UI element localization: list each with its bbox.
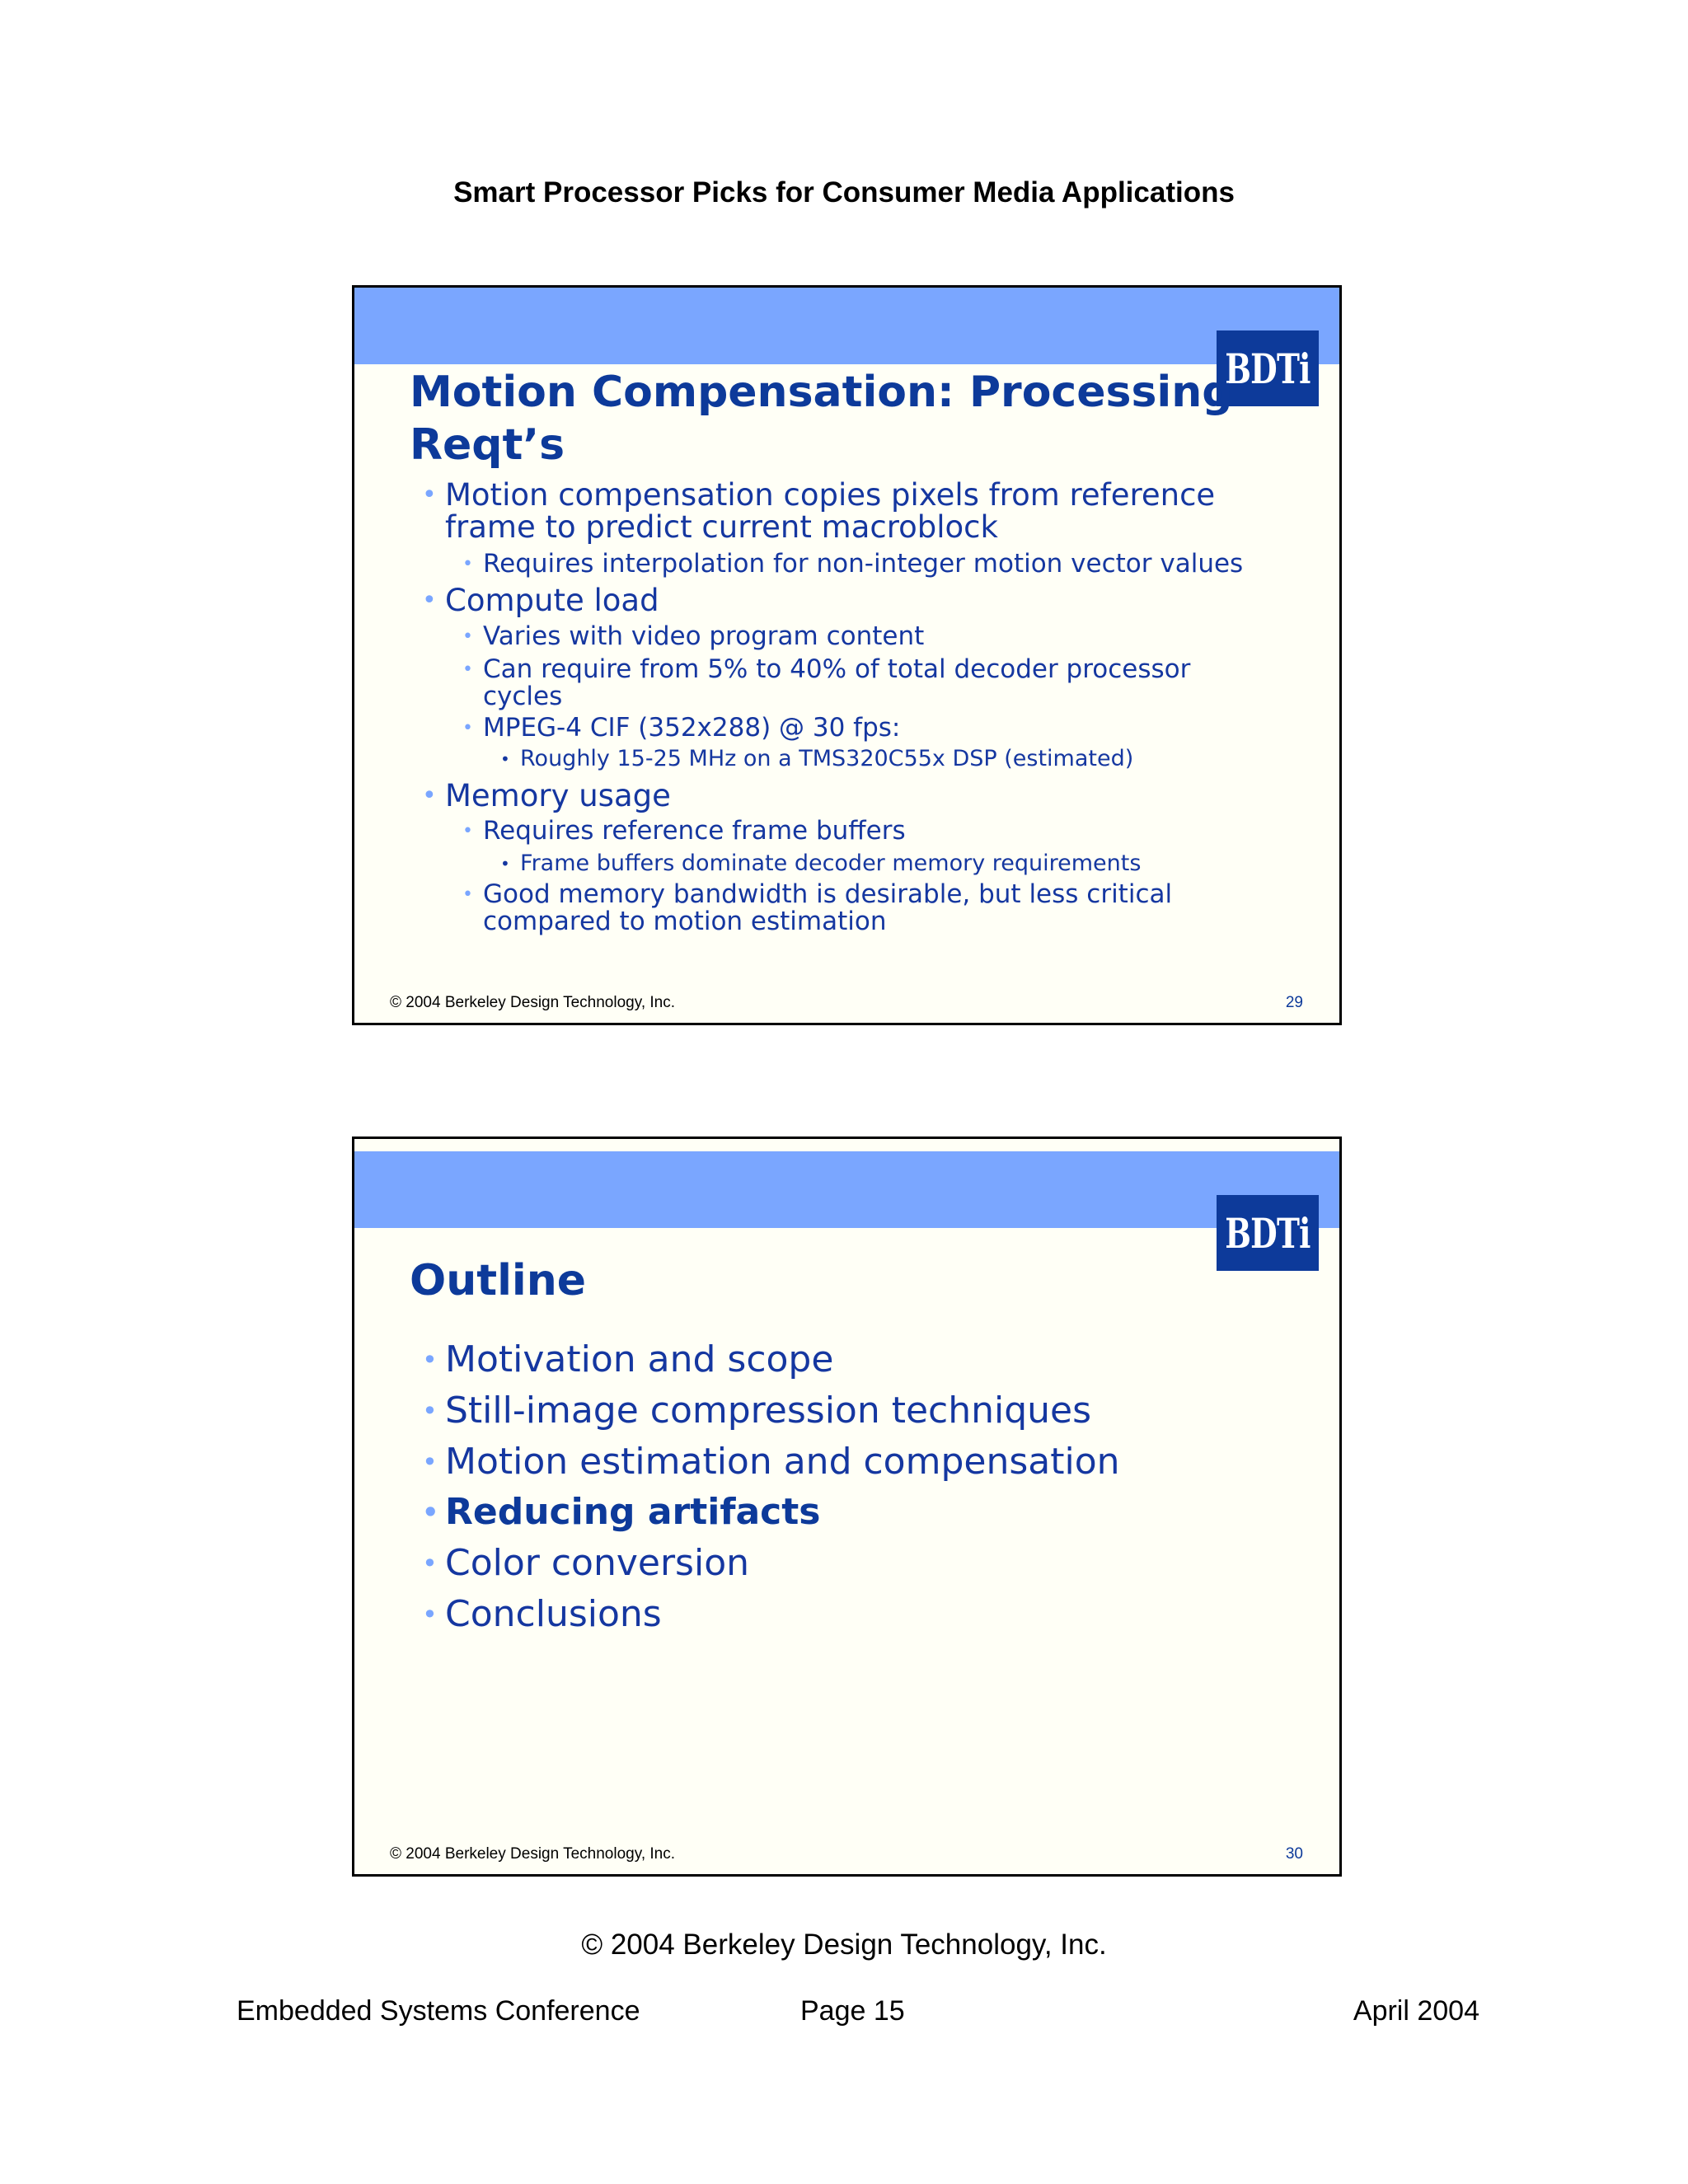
bullet-item: • Requires reference frame buffers (462, 816, 906, 846)
bullet-item: • MPEG-4 CIF (352x288) @ 30 fps: (462, 713, 901, 743)
bullet-dot-icon: • (500, 854, 510, 874)
page-copyright: © 2004 Berkeley Design Technology, Inc. (581, 1929, 1107, 1961)
slide-title: Motion Compensation: Processing Reqt’s (410, 368, 1233, 470)
slide-number: 30 (1285, 1845, 1303, 1863)
bullet-dot-icon: • (462, 718, 473, 738)
outline-list (354, 1139, 1339, 1874)
bullet-dot-icon: • (422, 1548, 438, 1579)
bullet-dot-icon: • (422, 480, 437, 509)
bullet-dot-icon: • (462, 554, 473, 574)
bullet-item-continuation: frame to predict current macroblock (445, 509, 998, 545)
bdti-logo: BDTi (1217, 330, 1319, 406)
slide-number: 29 (1285, 994, 1303, 1011)
outline-item-current: • Reducing artifacts (422, 1491, 821, 1533)
bullet-dot-icon: • (422, 1395, 438, 1427)
bullet-item: • Requires interpolation for non-integer motion vector values (462, 549, 1244, 579)
bullet-dot-icon: • (422, 781, 437, 810)
bullet-dot-icon: • (422, 1446, 438, 1478)
footer-conference: Embedded Systems Conference (237, 1995, 640, 2027)
slide-29 (352, 285, 1342, 1025)
bullet-item: • Can require from 5% to 40% of total decoder processor (462, 654, 1191, 684)
footer-page-number: Page 15 (800, 1995, 905, 2027)
bullet-list (354, 288, 1339, 1023)
bullet-dot-icon: • (422, 1599, 438, 1630)
bullet-dot-icon: • (462, 821, 473, 841)
bullet-item: • Motion compensation copies pixels from reference (422, 477, 1216, 513)
bullet-dot-icon: • (500, 749, 510, 769)
bullet-dot-icon: • (422, 586, 437, 615)
slide-title: Outline (410, 1256, 587, 1305)
bullet-item: • Compute load (422, 583, 659, 618)
bullet-item: • Memory usage (422, 778, 671, 813)
outline-item: • Conclusions (422, 1593, 662, 1635)
bullet-item: • Roughly 15-25 MHz on a TMS320C55x DSP (estimated) (500, 746, 1134, 771)
footer-date: April 2004 (1353, 1995, 1479, 2027)
bullet-dot-icon: • (462, 659, 473, 680)
outline-item: • Motivation and scope (422, 1338, 834, 1380)
bullet-item: • Frame buffers dominate decoder memory requirements (500, 851, 1142, 876)
outline-item: • Still-image compression techniques (422, 1390, 1092, 1432)
bullet-dot-icon: • (422, 1497, 439, 1528)
slide-30 (352, 1137, 1342, 1877)
bullet-dot-icon: • (462, 626, 473, 647)
outline-item: • Color conversion (422, 1542, 750, 1584)
bullet-item-continuation: cycles (483, 682, 563, 711)
bullet-dot-icon: • (422, 1344, 438, 1376)
outline-item: • Motion estimation and compensation (422, 1441, 1120, 1483)
bullet-dot-icon: • (462, 884, 473, 905)
bullet-item: • Good memory bandwidth is desirable, but less critical (462, 879, 1173, 909)
bullet-item-continuation: compared to motion estimation (483, 907, 887, 936)
bdti-logo: BDTi (1217, 1195, 1319, 1271)
page-header: Smart Processor Picks for Consumer Media Applications (453, 176, 1235, 209)
bullet-item: • Varies with video program content (462, 621, 925, 651)
slide-copyright: © 2004 Berkeley Design Technology, Inc. (390, 994, 675, 1011)
slide-copyright: © 2004 Berkeley Design Technology, Inc. (390, 1845, 675, 1863)
